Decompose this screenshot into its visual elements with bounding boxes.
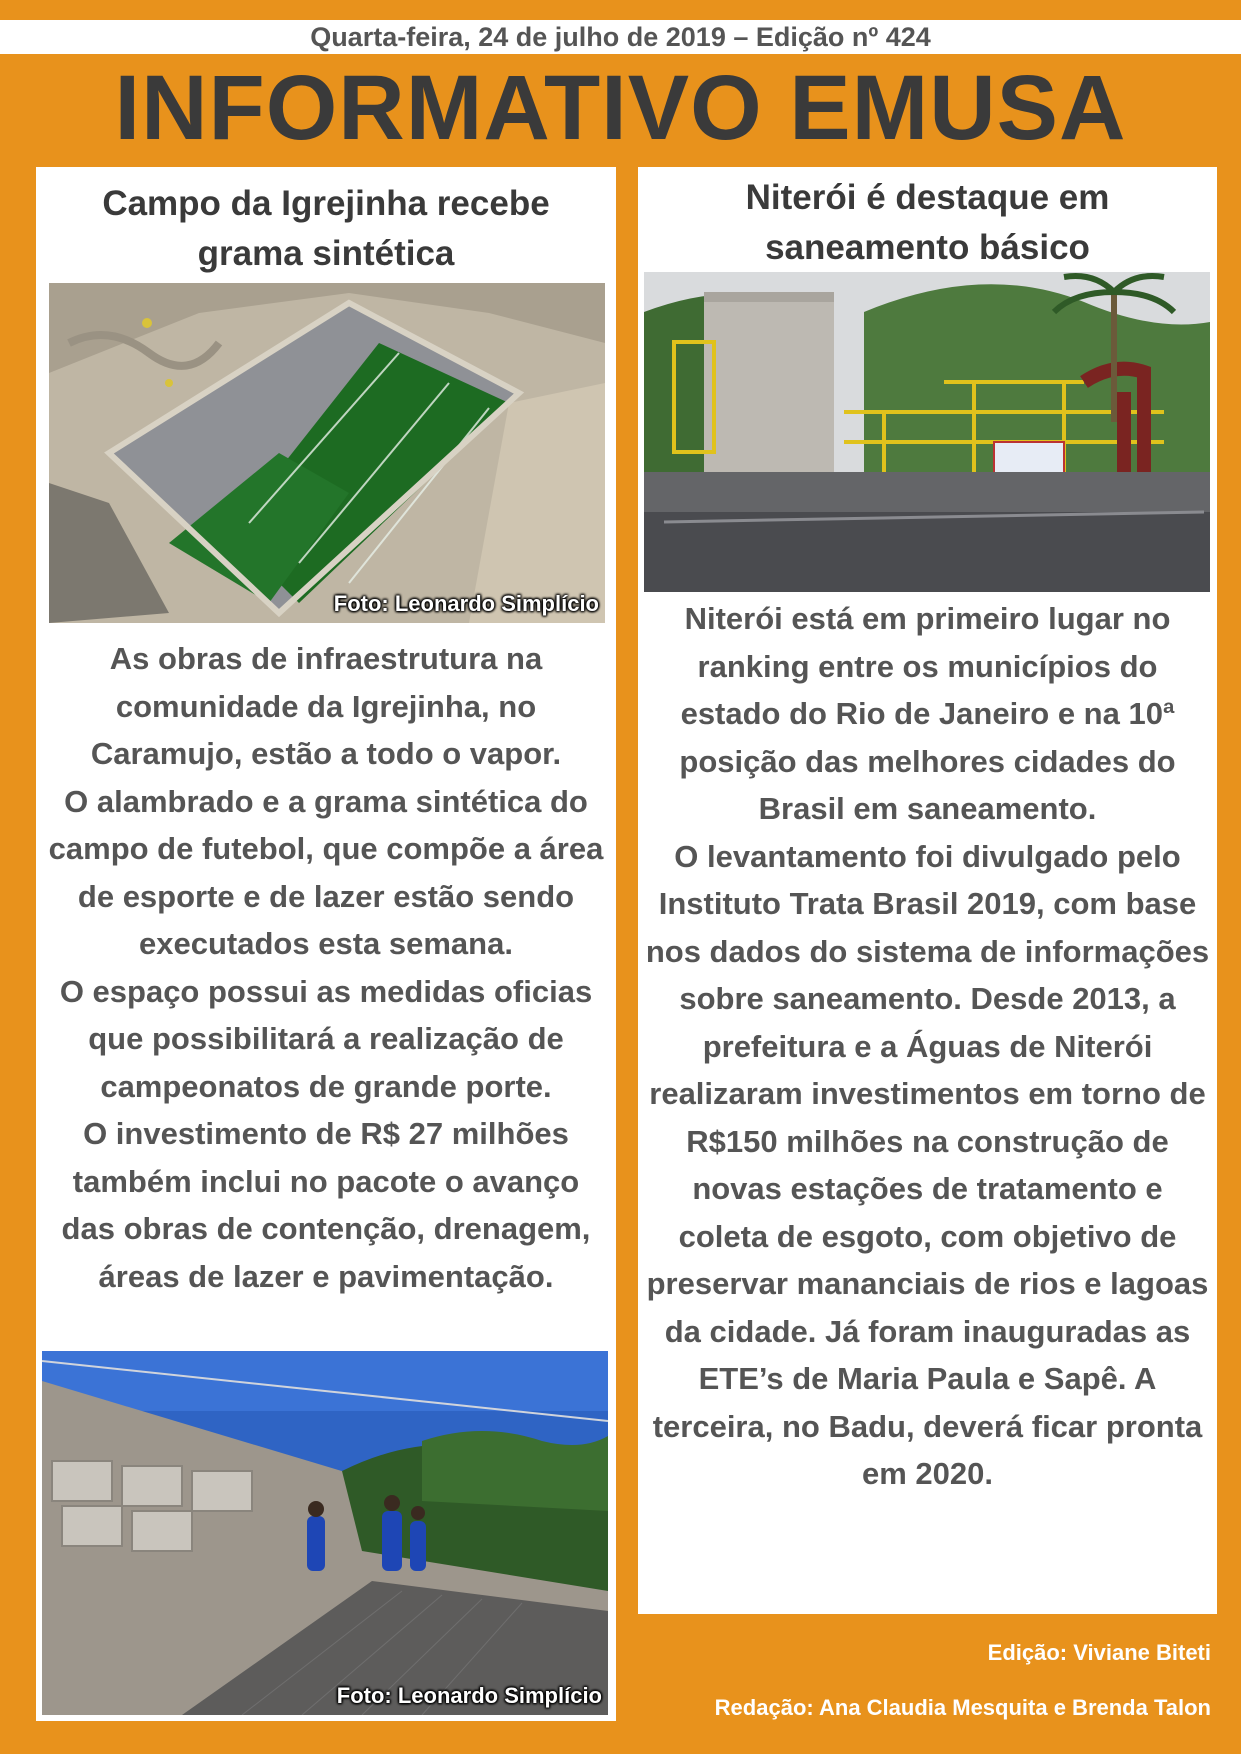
football-field-aerial-photo [49,283,605,623]
left-paragraph-4: O investimento de R$ 27 milhões também inclui no pacote o avanço das obras de contenção, drenagem, áreas de lazer e pavimentação. [61,1116,591,1294]
left-top-photo-caption: Foto: Leonardo Simplício [333,591,599,616]
workers-construction-photo [42,1351,608,1715]
right-headline-line-1: Niterói é destaque em [745,178,1110,217]
right-headline-line-2: saneamento básico [765,228,1090,267]
edition-credit: Edição: Viviane Biteti [987,1640,1211,1665]
writing-credit: Redação: Ana Claudia Mesquita e Brenda Talon [714,1695,1211,1720]
left-paragraph-1: As obras de infraestrutura na comunidade da Igrejinha, no Caramujo, estão a todo o vapor. [90,641,562,771]
date-edition-line: Quarta-feira, 24 de julho de 2019 – Edição nº 424 [0,20,1241,54]
left-paragraph-3: O espaço possui as medidas oficias que possibilitará a realização de campeonatos de grande porte. [59,973,593,1104]
left-article-panel [36,167,616,1721]
right-article-headline [648,173,1207,273]
left-headline-line-1: Campo da Igrejinha recebe [102,184,550,223]
right-paragraph-1: Niterói está em primeiro lugar no ranking entre os municípios do estado do Rio de Janeiro e na 10ª posição das melhores cidades do Brasil em saneamento. [679,601,1176,826]
left-bottom-photo-caption: Foto: Leonardo Simplício [336,1683,602,1708]
left-paragraph-2: O alambrado e a grama sintética do campo de futebol, que compõe a área de esporte e de lazer estão sendo executados esta semana. [48,783,604,961]
newsletter-title: INFORMATIVO EMUSA [114,57,1127,159]
left-headline-line-2: grama sintética [197,234,455,273]
left-article-headline [46,179,606,279]
right-paragraph-2: O levantamento foi divulgado pelo Instituto Trata Brasil 2019, com base nos dados do sistema de informações sobre saneamento. Desde 2013, a prefeitura e a Águas de Niterói realizaram investimentos em torno de R$150 milhões na construção de novas estações de tratamento e coleta de esgoto, com objetivo de preservar mananciais de rios e lagoas da cidade. Já foram inauguradas as ETE’s de Maria Paula e Sapê. A terceira, no Badu, deverá ficar pronta em 2020. [645,838,1210,1491]
sewage-treatment-station-photo [644,272,1210,592]
right-article-body [644,595,1211,1498]
right-article-panel [638,167,1217,1614]
left-article-body [44,635,608,1300]
